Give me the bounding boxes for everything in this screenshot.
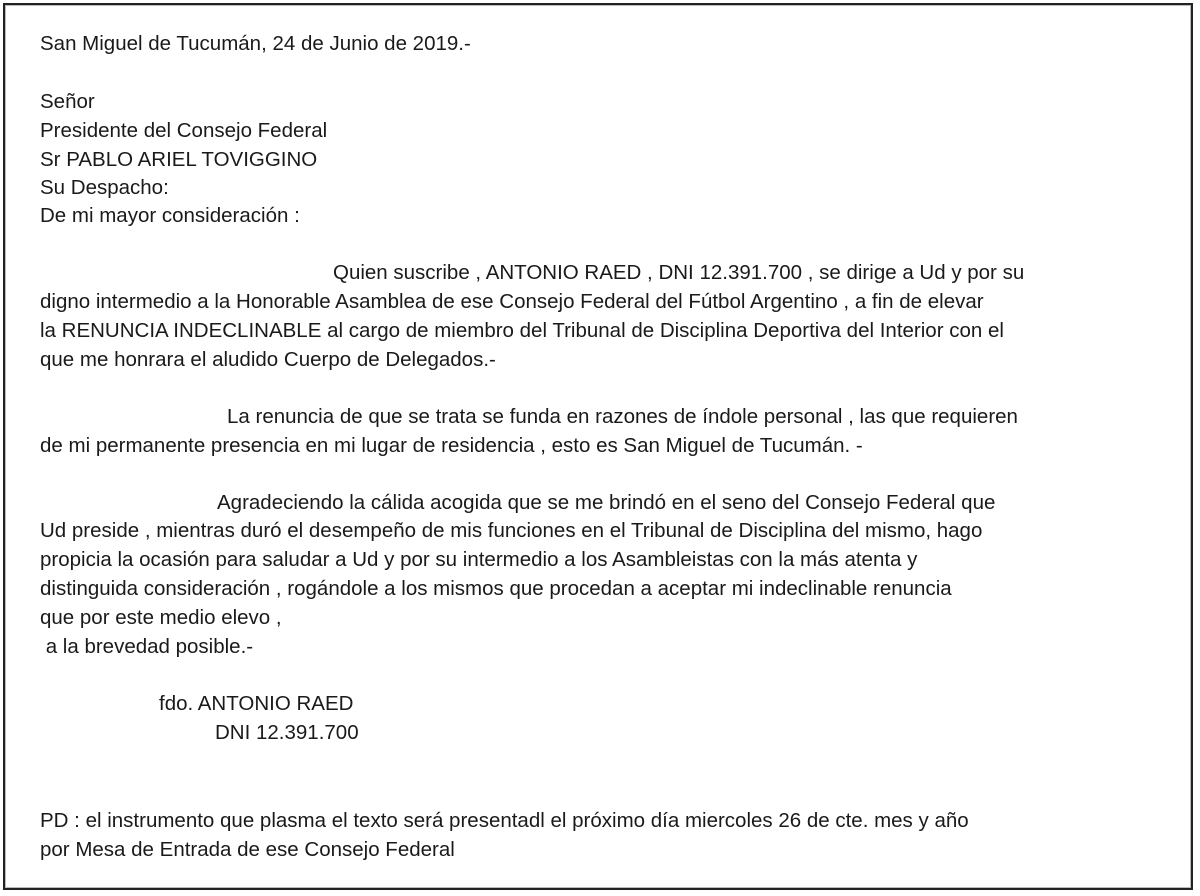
postscript-line1: PD : el instrumento que plasma el texto será presentadl el próximo día miercoles 26 de cte. mes y año <box>40 809 969 832</box>
recipient-name: Sr PABLO ARIEL TOVIGGINO <box>40 148 318 171</box>
paragraph1-line1: Quien suscribe , ANTONIO RAED , DNI 12.391.700 , se dirige a Ud y por su <box>333 261 1025 284</box>
recipient-office: Su Despacho: <box>40 176 169 199</box>
postscript-line2: por Mesa de Entrada de ese Consejo Federal <box>40 838 455 861</box>
paragraph2-line1: La renuncia de que se trata se funda en razones de índole personal , las que requieren <box>227 405 1018 428</box>
signature-dni: DNI 12.391.700 <box>215 721 359 744</box>
paragraph3-line6: a la brevedad posible.- <box>40 635 254 658</box>
signature-name: fdo. ANTONIO RAED <box>159 692 354 715</box>
paragraph3-line4: distinguida consideración , rogándole a los mismos que procedan a aceptar mi indeclinable renuncia <box>40 577 952 600</box>
paragraph3-line2: Ud preside , mientras duró el desempeño de mis funciones en el Tribunal de Disciplina del mismo, hago <box>40 519 983 542</box>
recipient-title: Presidente del Consejo Federal <box>40 119 328 142</box>
paragraph1-line3: la RENUNCIA INDECLINABLE al cargo de miembro del Tribunal de Disciplina Deportiva del Interior con el <box>40 319 1004 342</box>
paragraph3-line5: que por este medio elevo , <box>40 606 282 629</box>
greeting: De mi mayor consideración : <box>40 204 300 227</box>
date-line: San Miguel de Tucumán, 24 de Junio de 2019.- <box>40 32 471 55</box>
paragraph1-line2: digno intermedio a la Honorable Asamblea de ese Consejo Federal del Fútbol Argentino , a fin de elevar <box>40 290 984 313</box>
paragraph2-line2: de mi permanente presencia en mi lugar de residencia , esto es San Miguel de Tucumán. - <box>40 434 863 457</box>
paragraph3-line3: propicia la ocasión para saludar a Ud y por su intermedio a los Asambleistas con la más atenta y <box>40 548 918 571</box>
recipient-salutation: Señor <box>40 90 95 113</box>
paragraph3-line1: Agradeciendo la cálida acogida que se me brindó en el seno del Consejo Federal que <box>217 491 996 514</box>
paragraph1-line4: que me honrara el aludido Cuerpo de Delegados.- <box>40 348 496 371</box>
